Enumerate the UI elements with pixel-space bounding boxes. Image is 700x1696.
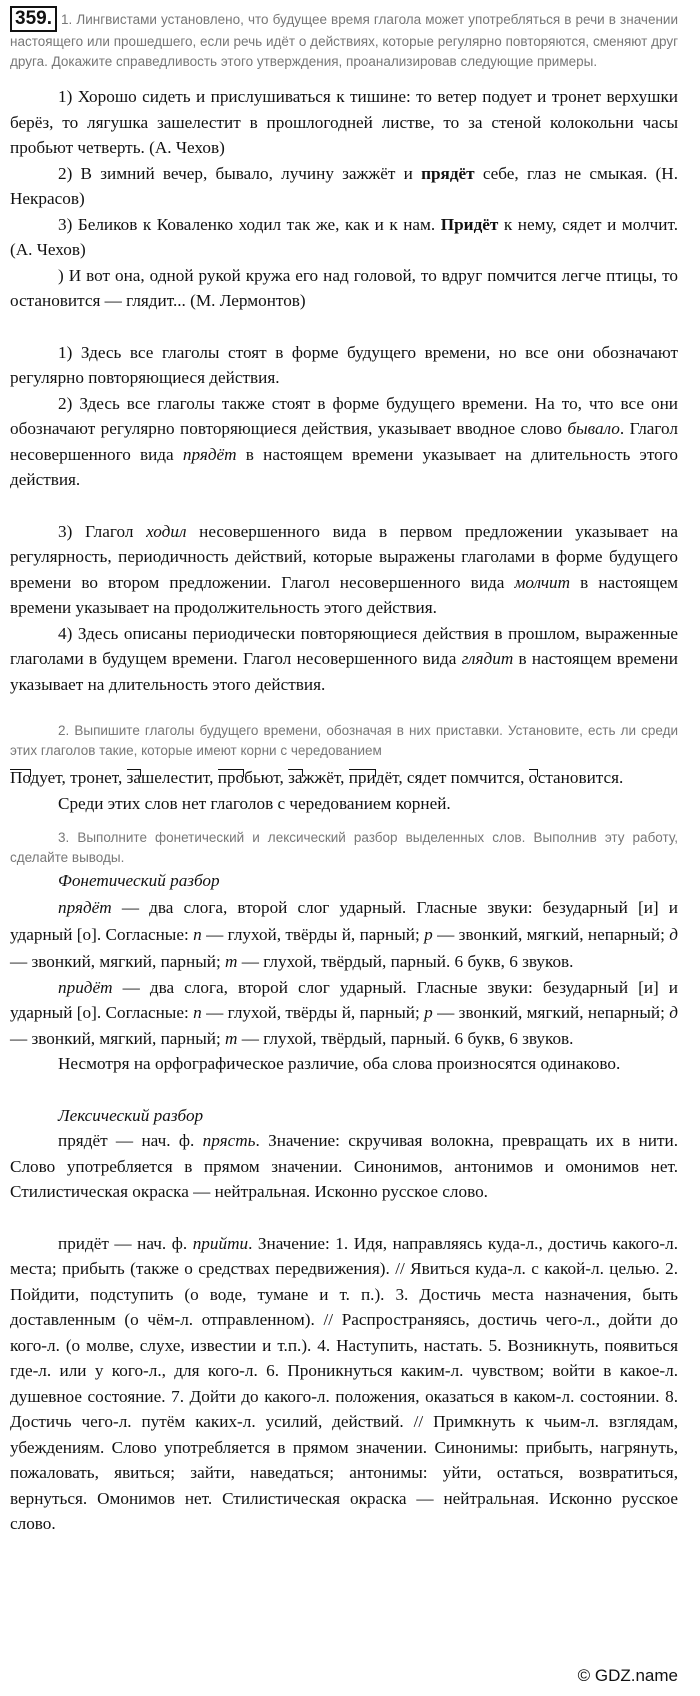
answer-4: 4) Здесь описаны периодически повторяющиеся действия в прошлом, выраженные глаголами в будущем времени. Глагол несовершенного вида глядит в настоящем времени указывает на длительность этого действия. — [10, 623, 678, 694]
prefix-marker: По — [10, 768, 31, 787]
phonetic-conclusion: Несмотря на орфографическое различие, оба слова произносятся одинаково. — [58, 1054, 621, 1073]
prefix-marker: про — [217, 768, 245, 787]
lexical-pryadyot: прядёт — нач. ф. прясть. Значение: скручивая волокна, превращать их в нити. Слово употребляется в прямом значении. Синонимов, антонимов и омонимов нет. Стилистическая окраска — нейтральная. Исконно русское слово. — [10, 1131, 678, 1201]
document-page — [10, 6, 678, 1537]
task-2-statement: 2. Выпишите глаголы будущего времени, обозначая в них приставки. Установите, есть ли среди этих глаголов такие, которые имеют корни с чередованием — [10, 723, 678, 758]
task-1-text: 1. Лингвистами установлено, что будущее время глагола может употребляться в речи в значении настоящего или прошедшего, если речь идёт о действиях, которые регулярно повторяются, сменяют друг друга. Докажите справедливость этого утверждения, проанализировав следующие примеры. — [10, 12, 678, 69]
highlighted-word-pryadyot: прядёт — [421, 163, 475, 183]
task-3-statement: 3. Выполните фонетический и лексический разбор выделенных слов. Выполнив эту работу, сделайте выводы. — [10, 830, 678, 865]
highlighted-word-pridyot: Придёт — [440, 214, 499, 234]
lexical-pridyot: придёт — нач. ф. прийти. Значение: 1. Идя, направляясь куда-л., достичь какого-л. места; прибыть (также о средствах передвижения). // Явиться куда-л. с какой-л. целью. 2. Пойдити, подступить (о воде, тумане и т. п.). 3. Достичь места назначения, быть доставленным (о чём-л. отправленном). // Распространяясь, достичь чего-л., дойти до кого-л. (о молве, слухе, известии и т.п.). 4. Наступить, настать. 5. Возникнуть, появиться где-л. или у кого-л., для кого-л. 6. Проникнуться каким-л. чувством; войти в какое-л. душевное состояние. 7. Дойти до какого-л. положения, оказаться в каком-л. состоянии. 8. Достичь чего-л. путём каких-л. усилий, действий. // Примкнуть к чьим-л. взглядам, убеждениям. Слово употребляется в прямом значении. Синонимы: прибыть, нагрянуть, пожаловать, явиться; зайти, наведаться; антонимы: уйти, остаться, возвратиться, вернуться. Омонимов нет. Стилистическая окраска — нейтральная. Исконно русское слово. — [10, 1233, 678, 1533]
alternation-conclusion: Среди этих слов нет глаголов с чередованием корней. — [58, 793, 451, 813]
lexical-title: Лексический разбор — [58, 1105, 204, 1125]
example-1: 1) Хорошо сидеть и прислушиваться к тишине: то ветер подует и тронет верхушки берёз, то лягушка зашелестит в прошлогодней листве, то за стеной колокольни часы пробьют четверть. (А. Чехов) — [10, 87, 678, 157]
source-watermark: © GDZ.name — [577, 1666, 678, 1685]
phonetic-pridyot: придёт — два слога, второй слог ударный. Гласные звуки: безударный [и] и ударный [о]. Согласные: п — глухой, твёрды й, парный; р — звонкий, мягкий, непарный; д — звонкий, мягкий, парный; т — глухой, твёрдый, парный. 6 букв, 6 звуков. — [10, 977, 678, 1048]
prefix-marker: за — [126, 768, 142, 787]
task-number: 359. — [10, 6, 57, 32]
answer-2: 2) Здесь все глаголы также стоят в форме будущего времени. На то, что все они обозначают регулярно повторяющиеся действия, указывает вводное слово бывало. Глагол несовершенного вида прядёт в настоящем времени указывает на длительность этого действия. — [10, 393, 678, 489]
task-1-statement — [10, 6, 678, 72]
example-2: 2) В зимний вечер, бывало, лучину зажжёт и прядёт себе, глаз не смыкая. (Н. Некрасов) — [10, 163, 678, 208]
verb-list: Подует, тронет, зашелестит, пробьют, зажжёт, придёт, сядет помчится, остановится. — [10, 768, 624, 787]
prefix-marker: за — [288, 768, 303, 787]
phonetic-pryadyot: прядёт — два слога, второй слог ударный. Гласные звуки: безударный [и] и ударный [о]. Согласные: п — глухой, твёрды й, парный; р — звонкий, мягкий, непарный; д — звонкий, мягкий, парный; т — глухой, твёрдый, парный. 6 букв, 6 звуков. — [10, 897, 678, 971]
example-4: ) И вот она, одной рукой кружа его над головой, то вдруг помчится легче птицы, то остановится — глядит... (М. Лермонтов) — [10, 265, 678, 310]
prefix-marker: при — [348, 768, 376, 787]
phonetic-title: Фонетический разбор — [58, 871, 220, 890]
prefix-marker: о — [528, 768, 538, 787]
answer-3: 3) Глагол ходил несовершенного вида в первом предложении указывает на регулярность, периодичность действий, которые выражены глаголами в форме будущего времени во втором предложении. Глагол несовершенного вида молчит в настоящем времени указывает на продолжительность этого действия. — [10, 521, 678, 617]
answer-1: 1) Здесь все глаголы стоят в форме будущего времени, но все они обозначают регулярно повторяющиеся действия. — [10, 342, 678, 387]
example-3: 3) Беликов к Коваленко ходил так же, как и к нам. Придёт к нему, сядет и молчит. (А. Чехов) — [10, 214, 678, 259]
